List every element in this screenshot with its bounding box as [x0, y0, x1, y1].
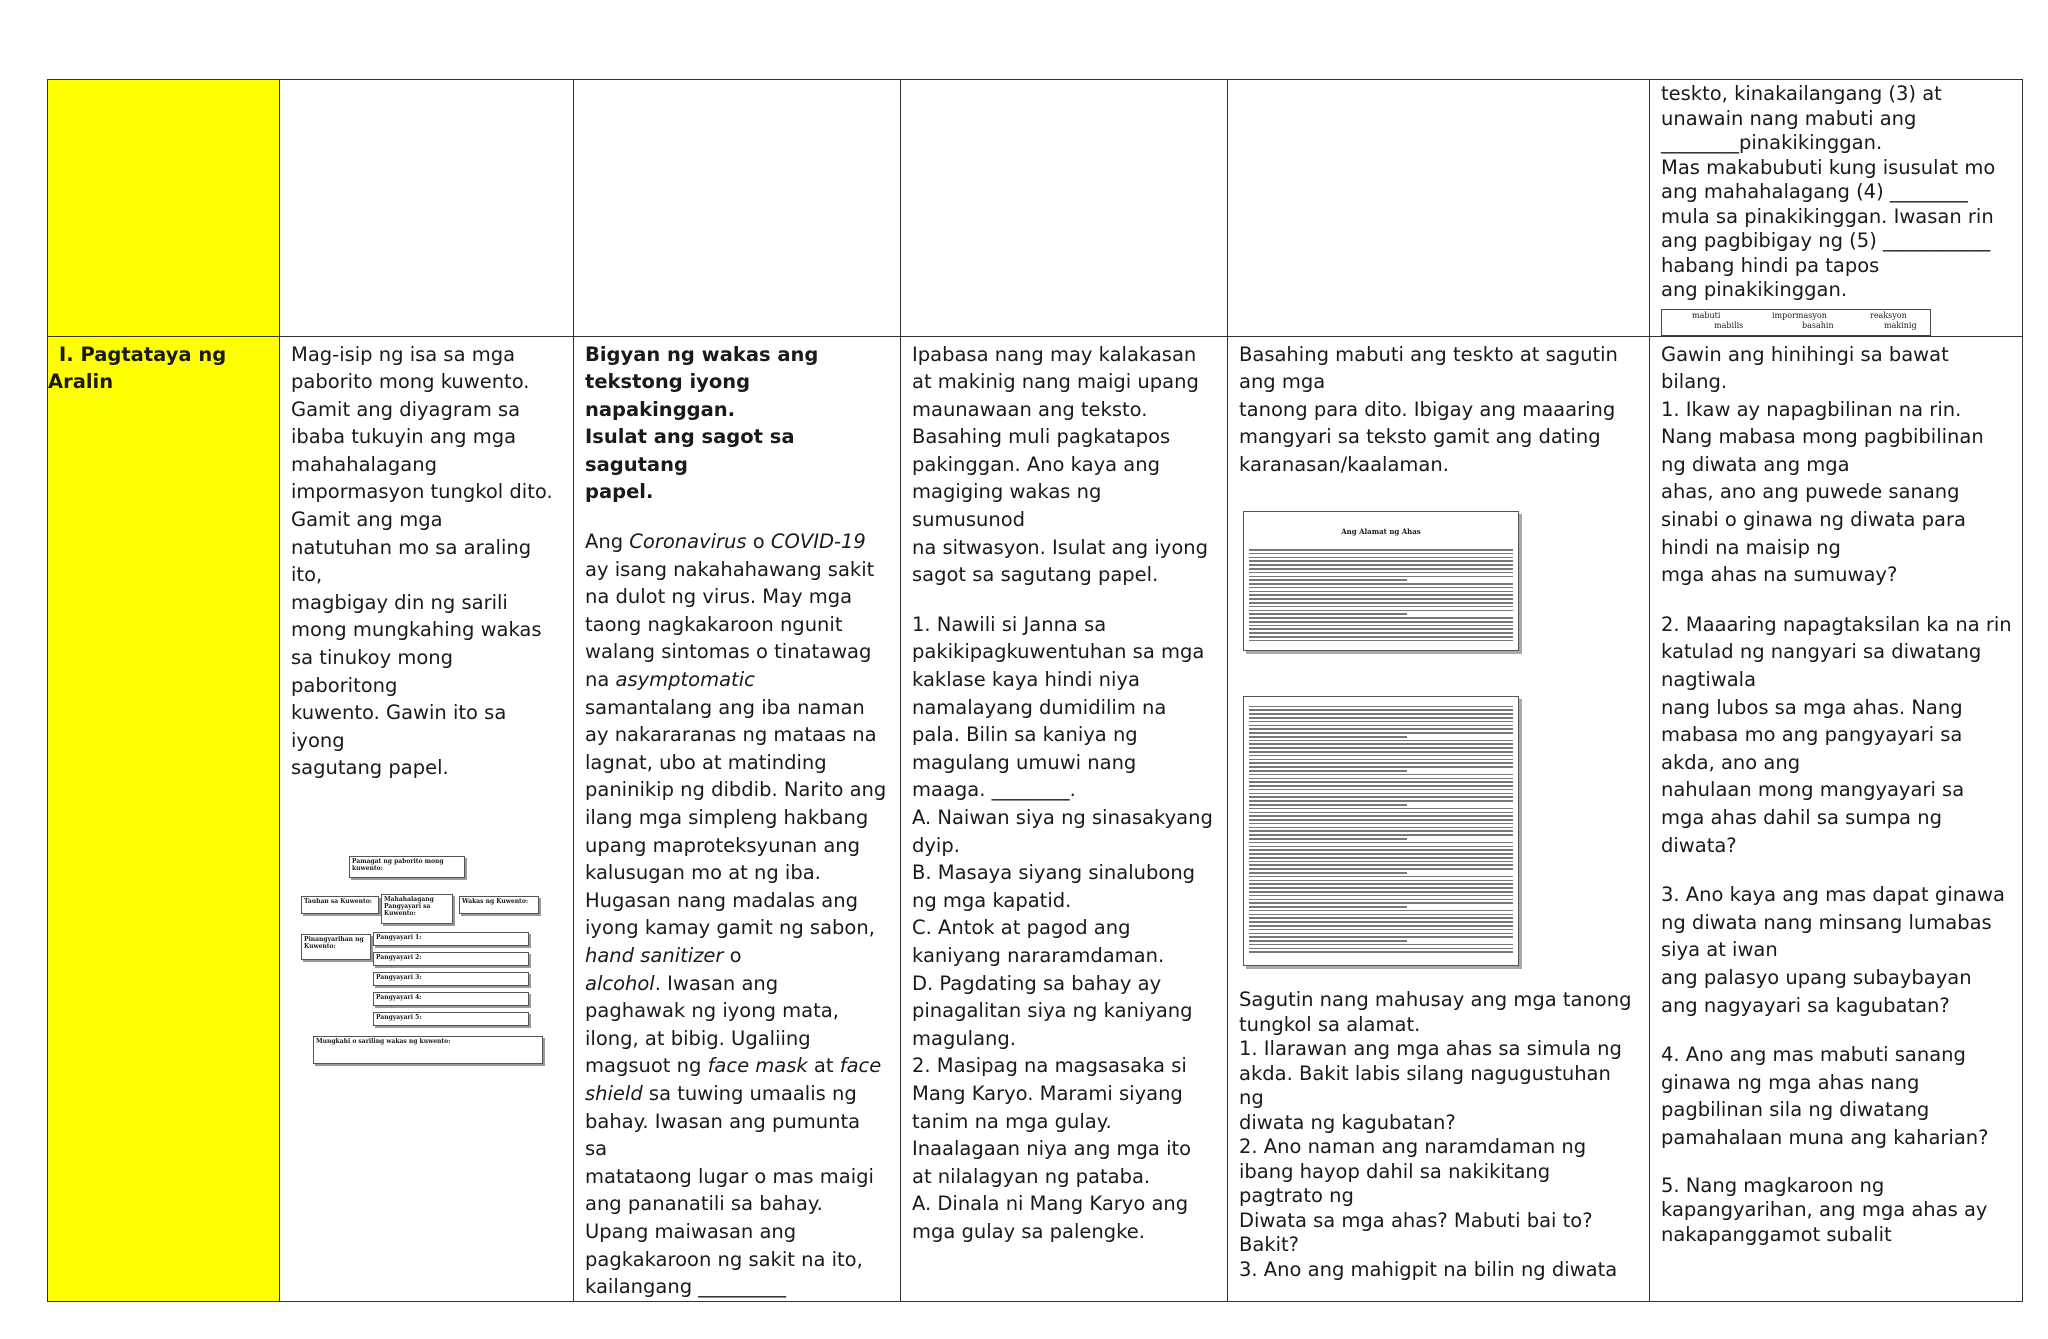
text-line: unawain nang mabuti ang [1661, 106, 1917, 130]
text-line: sinabi o ginawa ng diwata para [1661, 508, 1966, 532]
diagram-title-box: Pamagat ng paborito mong kuwento: [349, 856, 465, 878]
scan-text-line [1249, 781, 1513, 783]
text-line: Mas makabubuti kung isusulat mo [1661, 155, 1996, 179]
word-bank-item: impormasyon [1772, 310, 1827, 320]
text-line: kaklase kaya hindi niya [912, 668, 1140, 692]
scan-text-line [1249, 564, 1513, 566]
scan-text-line [1249, 598, 1513, 600]
scan-text-line [1249, 762, 1513, 764]
scan-text-line [1249, 857, 1513, 859]
diagram-box: Tauhan sa Kuwento: [301, 896, 379, 914]
text-line: mahahalagang [291, 452, 437, 476]
text-line: tekstong iyong napakinggan. [585, 370, 751, 421]
scan-text-line [1249, 793, 1513, 795]
scan-text-line [1249, 553, 1513, 555]
text-line: habang hindi pa tapos [1661, 253, 1880, 277]
diagram-box: Pangyayari 5: [373, 1012, 529, 1026]
activity-cell [280, 336, 574, 1301]
continued-text [1661, 82, 2013, 303]
text-line: Bigyan ng wakas ang [585, 342, 819, 366]
text-line: 4. Ano ang mas mabuti sanang [1661, 1043, 1966, 1067]
instruction-text [912, 341, 1218, 589]
activity-cell [1228, 336, 1650, 1301]
text-line: ginawa ng mga ahas nang [1661, 1070, 1920, 1094]
text-line: ng diwata ang mga [1661, 452, 1850, 476]
scan-text-line [1249, 706, 1513, 708]
text-line: maaga. ________. [912, 778, 1076, 802]
text-line: ________pinakikinggan. [1661, 131, 1883, 154]
text-line: ibaba tukuyin ang mga [291, 425, 517, 449]
text-line: bilang. [1661, 370, 1728, 394]
scan-text-line [1249, 880, 1513, 882]
scan-text-line [1249, 613, 1407, 615]
text-line: ang mahahalagang (4) ________ [1661, 180, 1968, 203]
text-line: kapangyarihan, ang mga ahas ay [1661, 1198, 1988, 1222]
scan-text-line [1249, 728, 1513, 730]
scan-text-line [1249, 827, 1513, 829]
text-line: B. Masaya siyang sinalubong [912, 861, 1196, 885]
text-line: nagtiwala [1661, 668, 1757, 692]
text-line: tanong para dito. Ibigay ang maaaring [1239, 397, 1616, 421]
text-line: D. Pagdating sa bahay ay [912, 971, 1162, 995]
text-line: A. Naiwan siya ng sinasakyang [912, 806, 1213, 829]
scan-text-line [1249, 899, 1513, 901]
text-line: nahulaan mong mangyayari sa [1661, 778, 1965, 802]
scan-text-line [1249, 887, 1513, 889]
scan-text-line [1249, 621, 1513, 623]
diagram-box: Mahahalagang Pangyayari sa Kuwento: [381, 894, 453, 924]
text-line: pagbilinan sila ng diwatang [1661, 1098, 1930, 1122]
text-line: 3. Ano ang mahigpit na bilin ng diwata [1239, 1257, 1618, 1281]
legend-text-scan-2 [1243, 696, 1519, 966]
scan-text-line [1249, 576, 1513, 578]
section-label: Aralin [48, 370, 114, 394]
table-cell [1228, 80, 1650, 337]
scan-text-line [1249, 819, 1513, 821]
scan-text-line [1249, 891, 1513, 893]
scan-text-line [1249, 759, 1513, 761]
text-line: pamahalaan muna ang kaharian? [1661, 1125, 1989, 1149]
text-line: C. Antok at pagod ang [912, 916, 1131, 940]
text-line: nang lubos sa mga ahas. Nang [1661, 695, 1963, 719]
instruction-text [585, 341, 891, 507]
scan-title: Ang Alamat ng Ahas [1341, 527, 1421, 537]
scan-text-line [1249, 944, 1513, 946]
table-cell [901, 80, 1228, 337]
scan-text-line [1249, 636, 1513, 638]
text-line: mga gulay sa palengke. [912, 1219, 1145, 1243]
text-line: Basahing mabuti ang teskto at sagutin [1239, 342, 1618, 366]
text-line: at nilalagyan ng pataba. [912, 1164, 1151, 1188]
text-line: ang palasyo upang subaybayan [1661, 965, 1972, 989]
scan-text-line [1249, 709, 1513, 711]
scan-text-line [1249, 743, 1513, 745]
text-line: mga ahas dahil sa sumpa ng [1661, 806, 1942, 829]
text-line: Mang Karyo. Marami siyang [912, 1081, 1183, 1105]
table-cell [574, 80, 901, 337]
text-line: 3. Ano kaya ang mas dapat ginawa [1661, 883, 2005, 907]
text-line: 1. Ilarawan ang mga ahas sa simula ng [1239, 1037, 1622, 1061]
word-bank-item: reaksyon [1870, 310, 1907, 320]
text-line: dyip. [912, 833, 960, 857]
text-line: siya at iwan [1661, 938, 1778, 962]
text-line: diwata ng kagubatan? [1239, 1110, 1456, 1134]
lesson-plan-table [47, 79, 2023, 1302]
text-line: at makinig nang maigi upang [912, 370, 1199, 394]
text-line: akda. Bakit labis silang nagugustuhan ng [1239, 1061, 1611, 1110]
scan-text-line [1249, 910, 1513, 912]
text-line: pala. Bilin sa kaniya ng [912, 723, 1138, 747]
text-line: mula sa pinakikinggan. Iwasan rin [1661, 204, 1994, 228]
activity-cell [1650, 336, 2023, 1301]
scan-text-line [1249, 914, 1513, 916]
scan-text-line [1249, 876, 1513, 878]
scan-text-line [1249, 606, 1513, 608]
scan-text-line [1249, 717, 1513, 719]
scan-text-line [1249, 830, 1513, 832]
story-diagram [301, 856, 555, 1072]
text-line: Basahing muli pagkatapos [912, 425, 1171, 449]
word-bank-item: mabuti [1692, 310, 1721, 320]
text-line: pakikipagkuwentuhan sa mga [912, 640, 1205, 664]
scan-text-line [1249, 751, 1513, 753]
text-line: tanim na mga gulay. [912, 1109, 1112, 1133]
scan-text-line [1249, 861, 1513, 863]
word-bank-item: makinig [1884, 320, 1917, 330]
scan-text-line [1249, 834, 1513, 836]
text-line: kaniyang nararamdaman. [912, 943, 1165, 967]
text-line: ang nagyayari sa kagubatan? [1661, 993, 1950, 1017]
scan-text-line [1249, 725, 1513, 727]
activity-cell [901, 336, 1228, 1301]
diagram-box: Pinangyarihan ng Kuwento: [301, 934, 371, 960]
table-row [48, 80, 2023, 337]
text-line: impormasyon tungkol dito. [291, 480, 553, 504]
word-bank-box [1661, 309, 1931, 336]
scan-text-line [1249, 587, 1513, 589]
text-line: ang pinakikinggan. [1661, 278, 1848, 301]
scan-text-line [1249, 917, 1513, 919]
text-line: papel. [585, 480, 654, 504]
scan-text-line [1249, 785, 1513, 787]
scan-text-line [1249, 747, 1513, 749]
text-line: nakapanggamot subalit [1661, 1222, 1892, 1246]
text-line: katulad ng nangyari sa diwatang [1661, 640, 1982, 664]
text-line: Ipabasa nang may kalakasan [912, 342, 1197, 366]
scan-text-line [1249, 610, 1513, 612]
text-line: karanasan/kaalaman. [1239, 452, 1449, 476]
scan-text-line [1249, 583, 1513, 585]
text-line: hindi na maisip ng [1661, 535, 1841, 559]
text-line: na sitwasyon. Isulat ang iyong [912, 535, 1209, 559]
text-line: kuwento. Gawin ito sa iyong [291, 701, 507, 752]
diagram-box: Pangyayari 3: [373, 972, 529, 986]
scan-text-line [1249, 948, 1513, 950]
table-cell [1650, 80, 2023, 337]
text-line: 5. Nang magkaroon ng [1661, 1173, 1885, 1197]
text-line: Nang mabasa mong pagbibilinan [1661, 425, 1984, 449]
section-label-cell [48, 80, 280, 337]
scan-text-line [1249, 796, 1513, 798]
text-line: teskto, kinakailangang (3) at [1661, 82, 1942, 105]
scan-text-line [1249, 812, 1513, 814]
text-line: pakinggan. Ano kaya ang [912, 452, 1160, 476]
text-line: 1. Nawili si Janna sa [912, 612, 1107, 636]
scan-text-line [1249, 755, 1513, 757]
scan-text-line [1249, 921, 1513, 923]
text-line: Gawin ang hinihingi sa bawat [1661, 342, 1949, 366]
text-line: mga ahas na sumuway? [1661, 563, 1898, 587]
scan-text-line [1249, 789, 1513, 791]
scan-text-line [1249, 872, 1407, 874]
passage-text: Ang Coronavirus o COVID-19 ay isang nakahahawang sakit na dulot ng virus. May mga taong nagkakaroon ngunit walang sintomas o tinatawag na asymptomatic samantalang ang iba naman ay nakararanas ng mataas na lagnat, ubo at matinding paninikip ng dibdib. Narito ang ilang mga simpleng hakbang upang maproteksyunan ang kalusugan mo at ng iba. Hugasan nang madalas ang iyong kamay gamit ng sabon, hand sanitizer o alcohol. Iwasan ang paghawak ng iyong mata, ilong, at bibig. Ugaliing magsuot ng face mask at face shield sa tuwing umaalis ng bahay. Iwasan ang pumunta sa matataong lugar o mas maigi ang pananatili sa bahay. Upang maiwasan ang pagkakaroon ng sakit na ito, kailangang _________ [585, 530, 887, 1299]
scan-text-line [1249, 808, 1513, 810]
text-line: ng mga kapatid. [912, 888, 1072, 912]
text-line: 2. Masipag na magsasaka si [912, 1054, 1187, 1078]
text-line: Mag-isip ng isa sa mga [291, 342, 516, 366]
text-line: sa tinukoy mong paboritong [291, 646, 454, 697]
scan-text-line [1249, 842, 1513, 844]
text-line: Gamit ang diyagram sa [291, 397, 521, 421]
text-line: 2. Maaaring napagtaksilan ka na rin [1661, 612, 2012, 636]
scan-text-line [1249, 579, 1407, 581]
word-bank-item: mabilis [1714, 320, 1744, 330]
scan-text-line [1249, 778, 1513, 780]
scan-text-line [1249, 736, 1407, 738]
table-row [48, 336, 2023, 1301]
legend-text-scan-1 [1243, 511, 1519, 651]
scan-text-line [1249, 602, 1513, 604]
scan-text-line [1249, 864, 1513, 866]
scan-text-line [1249, 936, 1513, 938]
section-label-cell [48, 336, 280, 1301]
scan-text-line [1249, 594, 1513, 596]
scan-text-line [1249, 906, 1407, 908]
text-line: Sagutin nang mahusay ang mga tanong [1239, 988, 1632, 1012]
scan-text-line [1249, 951, 1513, 953]
text-line: magulang. [912, 1026, 1016, 1050]
text-line: 1. Ikaw ay napagbilinan na rin. [1661, 397, 1962, 421]
text-line: magulang umuwi nang [912, 750, 1137, 774]
text-line: akda, ano ang [1661, 750, 1801, 774]
text-line: paborito mong kuwento. [291, 370, 530, 394]
text-line: Bakit? [1239, 1233, 1300, 1257]
diagram-box: Pangyayari 2: [373, 952, 529, 966]
text-line: 2. Ano naman ang naramdaman ng [1239, 1135, 1587, 1159]
question-items [1239, 988, 1640, 1282]
text-line: pinagalitan siya ng kaniyang [912, 999, 1193, 1023]
text-line: ang mga [1239, 370, 1326, 394]
scan-text-line [1249, 849, 1513, 851]
diagram-box: Wakas ng Kuwento: [459, 896, 539, 914]
scan-text-line [1249, 774, 1513, 776]
scan-text-line [1249, 617, 1513, 619]
text-line: diwata? [1661, 833, 1737, 857]
text-line: tungkol sa alamat. [1239, 1012, 1421, 1036]
scan-text-line [1249, 770, 1407, 772]
scan-text-line [1249, 591, 1513, 593]
scan-text-line [1249, 838, 1407, 840]
text-line: ibang hayop dahil sa nakikitang [1239, 1159, 1551, 1183]
scan-text-line [1249, 625, 1513, 627]
scan-text-line [1249, 721, 1513, 723]
text-line: sumusunod [912, 508, 1026, 532]
scan-text-line [1249, 560, 1513, 562]
scan-text-line [1249, 640, 1513, 642]
scan-text-line [1249, 940, 1407, 942]
scan-text-line [1249, 804, 1407, 806]
text-line: magbigay din ng sarili [291, 590, 508, 614]
text-line: Inaalagaan niya ang mga ito [912, 1137, 1192, 1161]
scan-text-line [1249, 846, 1513, 848]
scan-text-line [1249, 732, 1513, 734]
scan-text-line [1249, 925, 1513, 927]
text-line: natutuhan mo sa araling ito, [291, 535, 532, 587]
text-line: namalayang dumidilim na [912, 695, 1167, 719]
scan-text-line [1249, 557, 1513, 559]
text-line: magiging wakas ng [912, 480, 1102, 504]
text-line: A. Dinala ni Mang Karyo ang [912, 1192, 1189, 1216]
text-line: maunawaan ang teksto. [912, 397, 1148, 421]
scan-text-line [1249, 933, 1513, 935]
scan-text-line [1249, 713, 1513, 715]
diagram-box: Pangyayari 1: [373, 932, 529, 946]
scan-text-line [1249, 895, 1513, 897]
scan-text-line [1249, 815, 1513, 817]
activity-text [291, 341, 564, 783]
table-cell [280, 80, 574, 337]
scan-text-line [1249, 572, 1513, 574]
text-line: mong mungkahing wakas [291, 618, 542, 642]
diagram-box: Mungkahi o sariling wakas ng kuwento: [313, 1036, 543, 1064]
scan-text-line [1249, 766, 1513, 768]
section-label: I. Pagtataya ng [59, 342, 227, 366]
instruction-text [1239, 341, 1640, 479]
scan-text-line [1249, 823, 1513, 825]
scan-text-line [1249, 632, 1513, 634]
word-bank-item: basahin [1802, 320, 1834, 330]
text-line: Isulat ang sagot sa sagutang [585, 425, 795, 476]
activity-cell [574, 336, 901, 1301]
text-line: Gamit ang mga [291, 508, 443, 532]
scan-text-line [1249, 883, 1513, 885]
text-line: Diwata sa mga ahas? Mabuti bai to? [1239, 1208, 1593, 1232]
text-line: mabasa mo ang pangyayari sa [1661, 723, 1963, 747]
text-line: ahas, ano ang puwede sanang [1661, 480, 1960, 504]
scan-text-line [1249, 549, 1513, 551]
scan-text-line [1249, 929, 1513, 931]
scan-text-line [1249, 568, 1513, 570]
scan-text-line [1249, 853, 1513, 855]
diagram-box: Pangyayari 4: [373, 992, 529, 1006]
text-line: ng diwata nang minsang lumabas [1661, 910, 1992, 934]
text-line: mangyari sa teksto gamit ang dating [1239, 425, 1601, 449]
scan-text-line [1249, 628, 1513, 630]
scan-text-line [1249, 740, 1513, 742]
scan-text-line [1249, 868, 1513, 870]
text-line: pagtrato ng [1239, 1184, 1354, 1208]
text-line: ang pagbibigay ng (5) ___________ [1661, 229, 1991, 252]
text-line: sagot sa sagutang papel. [912, 563, 1159, 587]
question-items [912, 611, 1218, 1246]
scan-text-line [1249, 902, 1513, 904]
scan-text-line [1249, 800, 1513, 802]
text-line: sagutang papel. [291, 756, 449, 780]
